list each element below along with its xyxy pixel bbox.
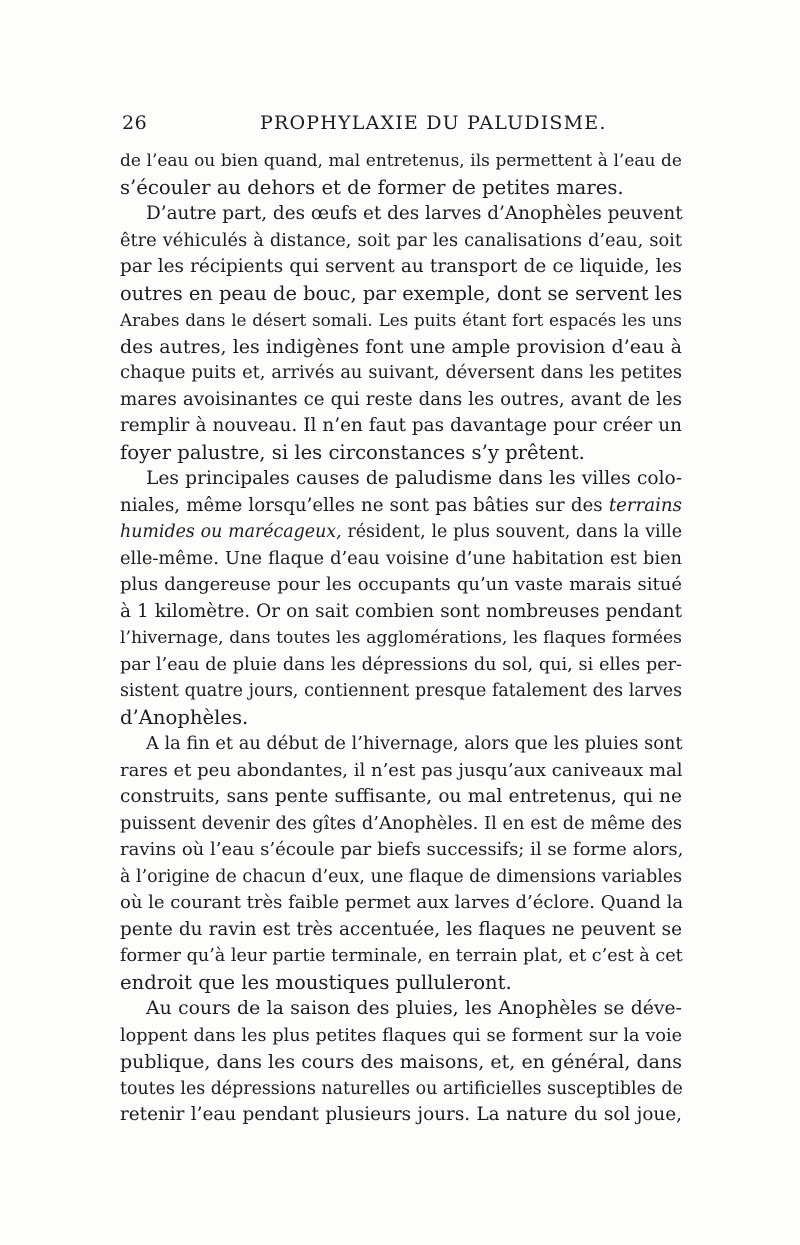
italic-segment: humides ou marécageux,: [120, 522, 342, 542]
page-number: 26: [122, 112, 148, 134]
running-title: PROPHYLAXIE DU PALUDISME.: [260, 112, 607, 134]
text-segment: résident, le plus souvent, dans la ville: [347, 522, 683, 542]
text-segment: niales, même lorsqu’elles ne sont pas bâties sur des: [120, 494, 603, 516]
paragraph-start-line: Au cours de la saison des pluies, les Anophèles se déve-: [146, 998, 682, 1019]
paragraph-start-line: Les principales causes de paludisme dans les villes colo-: [146, 468, 682, 489]
text-line: par les récipients qui servent au transport de ce liquide, les: [120, 256, 682, 277]
body-text: [120, 148, 682, 1129]
text-line: pente du ravin est très accentuée, les flaques ne peuvent se: [120, 918, 682, 940]
text-line: retenir l’eau pendant plusieurs jours. La nature du sol joue,: [120, 1104, 682, 1125]
text-line: s’écouler au dehors et de former de petites mares.: [120, 175, 624, 199]
text-line: toutes les dépressions naturelles ou artificielles susceptibles de: [120, 1078, 683, 1099]
text-line: remplir à nouveau. Il n’en faut pas davantage pour créer un: [120, 415, 682, 436]
text-line: être véhiculés à distance, soit par les canalisations d’eau, soit: [120, 229, 682, 251]
text-line-with-italic: [120, 519, 682, 546]
text-line: chaque puits et, arrivés au suivant, déversent dans les petites: [120, 362, 682, 383]
paragraph-start-line: D’autre part, des œufs et des larves d’Anophèles peuvent: [146, 203, 683, 224]
running-head: [122, 112, 682, 138]
text-line: loppent dans les plus petites flaques qui se forment sur la voie: [120, 1025, 682, 1046]
text-line: mares avoisinantes ce qui reste dans les outres, avant de les: [120, 388, 682, 410]
text-line: l’hivernage, dans toutes les agglomérations, les flaques formées: [120, 628, 682, 648]
text-line: plus dangereuse pour les occupants qu’un vaste marais situé: [120, 574, 682, 595]
text-line: publique, dans les cours des maisons, et, en général, dans: [120, 1051, 682, 1073]
text-line: Arabes dans le désert somali. Les puits étant fort espacés les uns: [120, 310, 682, 330]
text-line: de l’eau ou bien quand, mal entretenus, ils permettent à l’eau de: [120, 151, 682, 171]
text-line: ravins où l’eau s’écoule par biefs successifs; il se forme alors,: [120, 839, 684, 860]
text-line: outres en peau de bouc, par exemple, dont se servent les: [120, 281, 683, 305]
text-line: former qu’à leur partie terminale, en terrain plat, et c’est à cet: [120, 946, 683, 966]
text-line: d’Anophèles.: [120, 705, 249, 729]
text-line: par l’eau de pluie dans les dépressions du sol, qui, si elles per-: [120, 654, 682, 675]
text-line: à l’origine de chacun d’eux, une flaque de dimensions variables: [120, 866, 682, 887]
text-line: puissent devenir des gîtes d’Anophèles. Il en est de même des: [120, 812, 682, 834]
text-line: des autres, les indigènes font une ample provision d’eau à: [120, 335, 682, 358]
text-line: foyer palustre, si les circonstances s’y prêtent.: [120, 440, 585, 464]
text-line: rares et peu abondantes, il n’est pas jusqu’aux caniveaux mal: [120, 759, 683, 781]
text-line: elle-même. Une flaque d’eau voisine d’une habitation est bien: [120, 547, 682, 569]
paragraph-start-line: A la fin et au début de l’hivernage, alors que les pluies sont: [146, 733, 683, 754]
text-line-with-italic: [120, 493, 682, 520]
text-line: sistent quatre jours, contiennent presque fatalement des larves: [120, 681, 682, 701]
text-line: où le courant très faible permet aux larves d’éclore. Quand la: [120, 892, 684, 913]
text-line: endroit que les moustiques pulluleront.: [120, 970, 512, 994]
text-line: à 1 kilomètre. Or on sait combien sont nombreuses pendant: [120, 600, 682, 622]
text-line: construits, sans pente suffisante, ou mal entretenus, qui ne: [120, 786, 682, 807]
italic-segment: terrains: [608, 494, 682, 516]
